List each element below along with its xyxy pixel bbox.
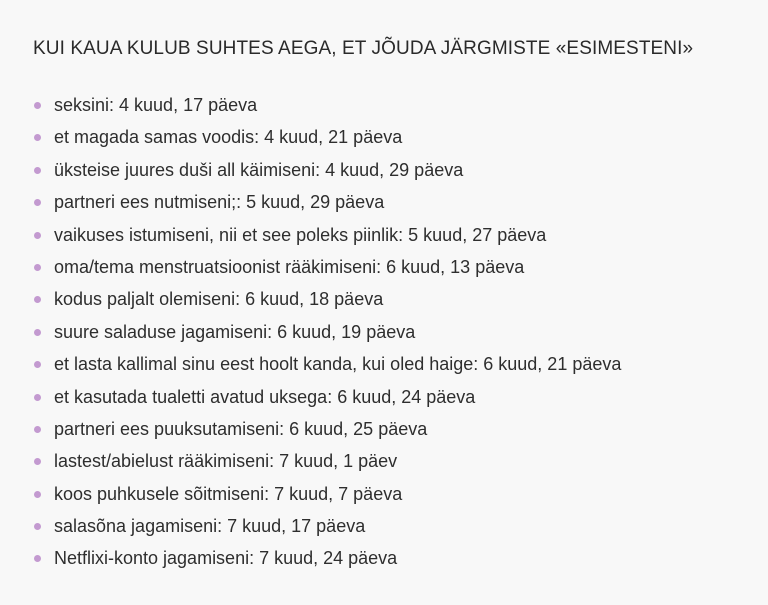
list-item-text: partneri ees nutmiseni;: 5 kuud, 29 päeva	[54, 192, 385, 213]
bullet-icon	[34, 199, 41, 206]
bullet-icon	[34, 329, 41, 336]
list-item-text: kodus paljalt olemiseni: 6 kuud, 18 päeva	[54, 289, 384, 310]
bullet-icon	[34, 264, 41, 271]
list-item	[33, 154, 768, 186]
list-item-text: et kasutada tualetti avatud uksega: 6 kuud, 24 päeva	[54, 386, 476, 407]
list-item	[33, 510, 768, 542]
list-item-text: salasõna jagamiseni: 7 kuud, 17 päeva	[54, 516, 366, 537]
bullet-icon	[34, 134, 41, 141]
list-item-text: lastest/abielust rääkimiseni: 7 kuud, 1 päev	[54, 451, 398, 472]
list-item-text: koos puhkusele sõitmiseni: 7 kuud, 7 päeva	[54, 483, 403, 504]
list-item	[33, 381, 768, 413]
list-item-text: seksini: 4 kuud, 17 päeva	[54, 95, 258, 115]
list-item	[33, 316, 768, 348]
list-item	[33, 413, 768, 445]
bullet-icon	[34, 523, 41, 530]
bullet-icon	[34, 426, 41, 433]
article-heading: KUI KAUA KULUB SUHTES AEGA, ET JÕUDA JÄRGMISTE «ESIMESTENI»	[33, 38, 694, 59]
firsts-list	[33, 89, 768, 575]
list-item	[33, 219, 768, 251]
list-item-text: partneri ees puuksutamiseni: 6 kuud, 25 päeva	[54, 418, 428, 439]
bullet-icon	[34, 555, 41, 562]
list-item-text: et magada samas voodis: 4 kuud, 21 päeva	[54, 127, 403, 148]
list-item	[33, 348, 768, 380]
bullet-icon	[34, 361, 41, 368]
list-item	[33, 478, 768, 510]
list-item	[33, 283, 768, 315]
list-item-text: üksteise juures duši all käimiseni: 4 kuud, 29 päeva	[54, 159, 464, 180]
list-item	[33, 251, 768, 283]
bullet-icon	[34, 102, 41, 109]
list-item-text: et lasta kallimal sinu eest hoolt kanda, kui oled haige: 6 kuud, 21 päeva	[54, 354, 622, 375]
list-item	[33, 186, 768, 218]
bullet-icon	[34, 458, 41, 465]
bullet-icon	[34, 296, 41, 303]
list-item-text: Netflixi-konto jagamiseni: 7 kuud, 24 päeva	[54, 548, 398, 569]
bullet-icon	[34, 394, 41, 401]
bullet-icon	[34, 232, 41, 239]
list-item	[33, 542, 768, 574]
list-item	[33, 121, 768, 153]
bullet-icon	[34, 167, 41, 174]
list-item	[33, 89, 768, 121]
bullet-icon	[34, 491, 41, 498]
list-item-text: oma/tema menstruatsioonist rääkimiseni: 6 kuud, 13 päeva	[54, 256, 525, 277]
list-item	[33, 445, 768, 477]
list-item-text: vaikuses istumiseni, nii et see poleks piinlik: 5 kuud, 27 päeva	[54, 224, 547, 245]
list-item-text: suure saladuse jagamiseni: 6 kuud, 19 päeva	[54, 321, 416, 342]
